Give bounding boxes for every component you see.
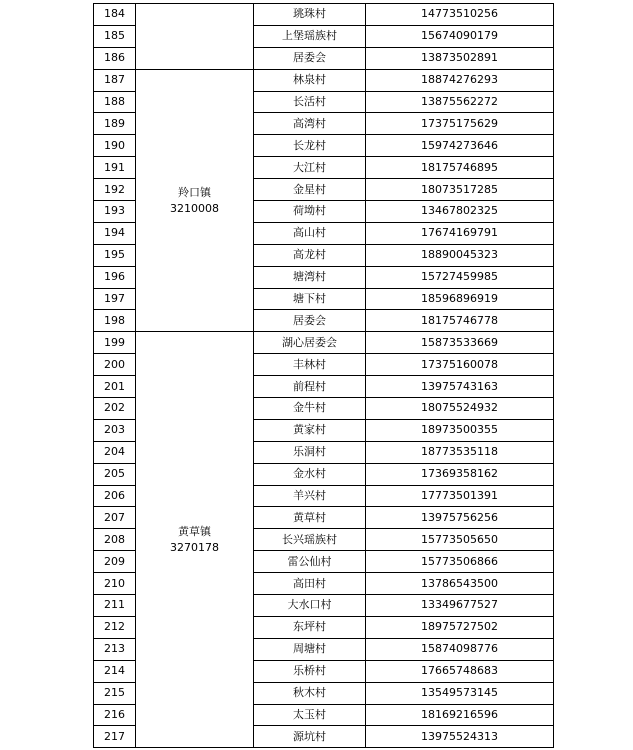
town-name: 羚口镇 <box>178 185 211 199</box>
village-name: 湖心居委会 <box>254 332 366 354</box>
contact-table <box>93 3 554 748</box>
village-name: 上堡瑶族村 <box>254 25 366 47</box>
phone-number: 17665748683 <box>366 660 554 682</box>
village-name: 长兴瑶族村 <box>254 529 366 551</box>
phone-number: 15874098776 <box>366 638 554 660</box>
village-name: 乐洞村 <box>254 441 366 463</box>
village-name: 太玉村 <box>254 704 366 726</box>
phone-number: 17375160078 <box>366 354 554 376</box>
row-number: 197 <box>94 288 136 310</box>
row-number: 193 <box>94 201 136 223</box>
phone-number: 18175746778 <box>366 310 554 332</box>
row-number: 191 <box>94 157 136 179</box>
phone-number: 17674169791 <box>366 222 554 244</box>
village-name: 金星村 <box>254 179 366 201</box>
phone-number: 13786543500 <box>366 573 554 595</box>
phone-number: 13975756256 <box>366 507 554 529</box>
phone-number: 18890045323 <box>366 244 554 266</box>
row-number: 211 <box>94 595 136 617</box>
village-name: 黄家村 <box>254 419 366 441</box>
table-row <box>94 4 554 26</box>
phone-number: 13875562272 <box>366 91 554 113</box>
village-name: 珧珠村 <box>254 4 366 26</box>
phone-number: 15873533669 <box>366 332 554 354</box>
row-number: 212 <box>94 616 136 638</box>
phone-number: 15674090179 <box>366 25 554 47</box>
village-name: 居委会 <box>254 310 366 332</box>
row-number: 188 <box>94 91 136 113</box>
village-name: 高龙村 <box>254 244 366 266</box>
town-cell <box>136 69 254 332</box>
row-number: 192 <box>94 179 136 201</box>
village-name: 长龙村 <box>254 135 366 157</box>
village-name: 乐桥村 <box>254 660 366 682</box>
row-number: 215 <box>94 682 136 704</box>
village-name: 周塘村 <box>254 638 366 660</box>
village-name: 秋木村 <box>254 682 366 704</box>
phone-number: 18975727502 <box>366 616 554 638</box>
table-row <box>94 332 554 354</box>
phone-number: 15974273646 <box>366 135 554 157</box>
village-name: 居委会 <box>254 47 366 69</box>
phone-number: 13975524313 <box>366 726 554 748</box>
row-number: 195 <box>94 244 136 266</box>
village-name: 丰林村 <box>254 354 366 376</box>
phone-number: 15727459985 <box>366 266 554 288</box>
row-number: 199 <box>94 332 136 354</box>
phone-number: 13975743163 <box>366 376 554 398</box>
row-number: 184 <box>94 4 136 26</box>
phone-number: 18073517285 <box>366 179 554 201</box>
row-number: 210 <box>94 573 136 595</box>
phone-number: 13549573145 <box>366 682 554 704</box>
row-number: 204 <box>94 441 136 463</box>
phone-number: 18075524932 <box>366 398 554 420</box>
village-name: 荷坳村 <box>254 201 366 223</box>
table-body <box>94 4 554 748</box>
row-number: 202 <box>94 398 136 420</box>
row-number: 198 <box>94 310 136 332</box>
village-name: 羊兴村 <box>254 485 366 507</box>
phone-number: 17375175629 <box>366 113 554 135</box>
phone-number: 13467802325 <box>366 201 554 223</box>
village-name: 高湾村 <box>254 113 366 135</box>
row-number: 206 <box>94 485 136 507</box>
village-name: 源坑村 <box>254 726 366 748</box>
row-number: 217 <box>94 726 136 748</box>
village-name: 高山村 <box>254 222 366 244</box>
row-number: 196 <box>94 266 136 288</box>
phone-number: 18596896919 <box>366 288 554 310</box>
row-number: 208 <box>94 529 136 551</box>
row-number: 216 <box>94 704 136 726</box>
row-number: 187 <box>94 69 136 91</box>
row-number: 201 <box>94 376 136 398</box>
village-name: 金水村 <box>254 463 366 485</box>
village-name: 东坪村 <box>254 616 366 638</box>
town-name: 黄草镇 <box>178 524 211 538</box>
village-name: 金牛村 <box>254 398 366 420</box>
village-name: 高田村 <box>254 573 366 595</box>
town-cell <box>136 332 254 748</box>
phone-number: 18773535118 <box>366 441 554 463</box>
phone-number: 14773510256 <box>366 4 554 26</box>
town-cell <box>136 4 254 70</box>
row-number: 186 <box>94 47 136 69</box>
village-name: 大江村 <box>254 157 366 179</box>
town-code: 3270178 <box>170 540 219 554</box>
row-number: 203 <box>94 419 136 441</box>
town-code: 3210008 <box>170 201 219 215</box>
village-name: 塘湾村 <box>254 266 366 288</box>
phone-number: 17369358162 <box>366 463 554 485</box>
table-row <box>94 69 554 91</box>
phone-number: 18175746895 <box>366 157 554 179</box>
row-number: 213 <box>94 638 136 660</box>
village-name: 前程村 <box>254 376 366 398</box>
village-name: 大水口村 <box>254 595 366 617</box>
village-name: 林泉村 <box>254 69 366 91</box>
phone-number: 13349677527 <box>366 595 554 617</box>
village-name: 雷公仙村 <box>254 551 366 573</box>
row-number: 207 <box>94 507 136 529</box>
village-name: 长活村 <box>254 91 366 113</box>
row-number: 189 <box>94 113 136 135</box>
row-number: 190 <box>94 135 136 157</box>
phone-number: 18169216596 <box>366 704 554 726</box>
village-name: 黄草村 <box>254 507 366 529</box>
row-number: 194 <box>94 222 136 244</box>
phone-number: 17773501391 <box>366 485 554 507</box>
phone-number: 18973500355 <box>366 419 554 441</box>
phone-number: 13873502891 <box>366 47 554 69</box>
row-number: 185 <box>94 25 136 47</box>
phone-number: 15773506866 <box>366 551 554 573</box>
row-number: 209 <box>94 551 136 573</box>
phone-number: 18874276293 <box>366 69 554 91</box>
phone-number: 15773505650 <box>366 529 554 551</box>
row-number: 200 <box>94 354 136 376</box>
row-number: 205 <box>94 463 136 485</box>
row-number: 214 <box>94 660 136 682</box>
village-name: 塘下村 <box>254 288 366 310</box>
